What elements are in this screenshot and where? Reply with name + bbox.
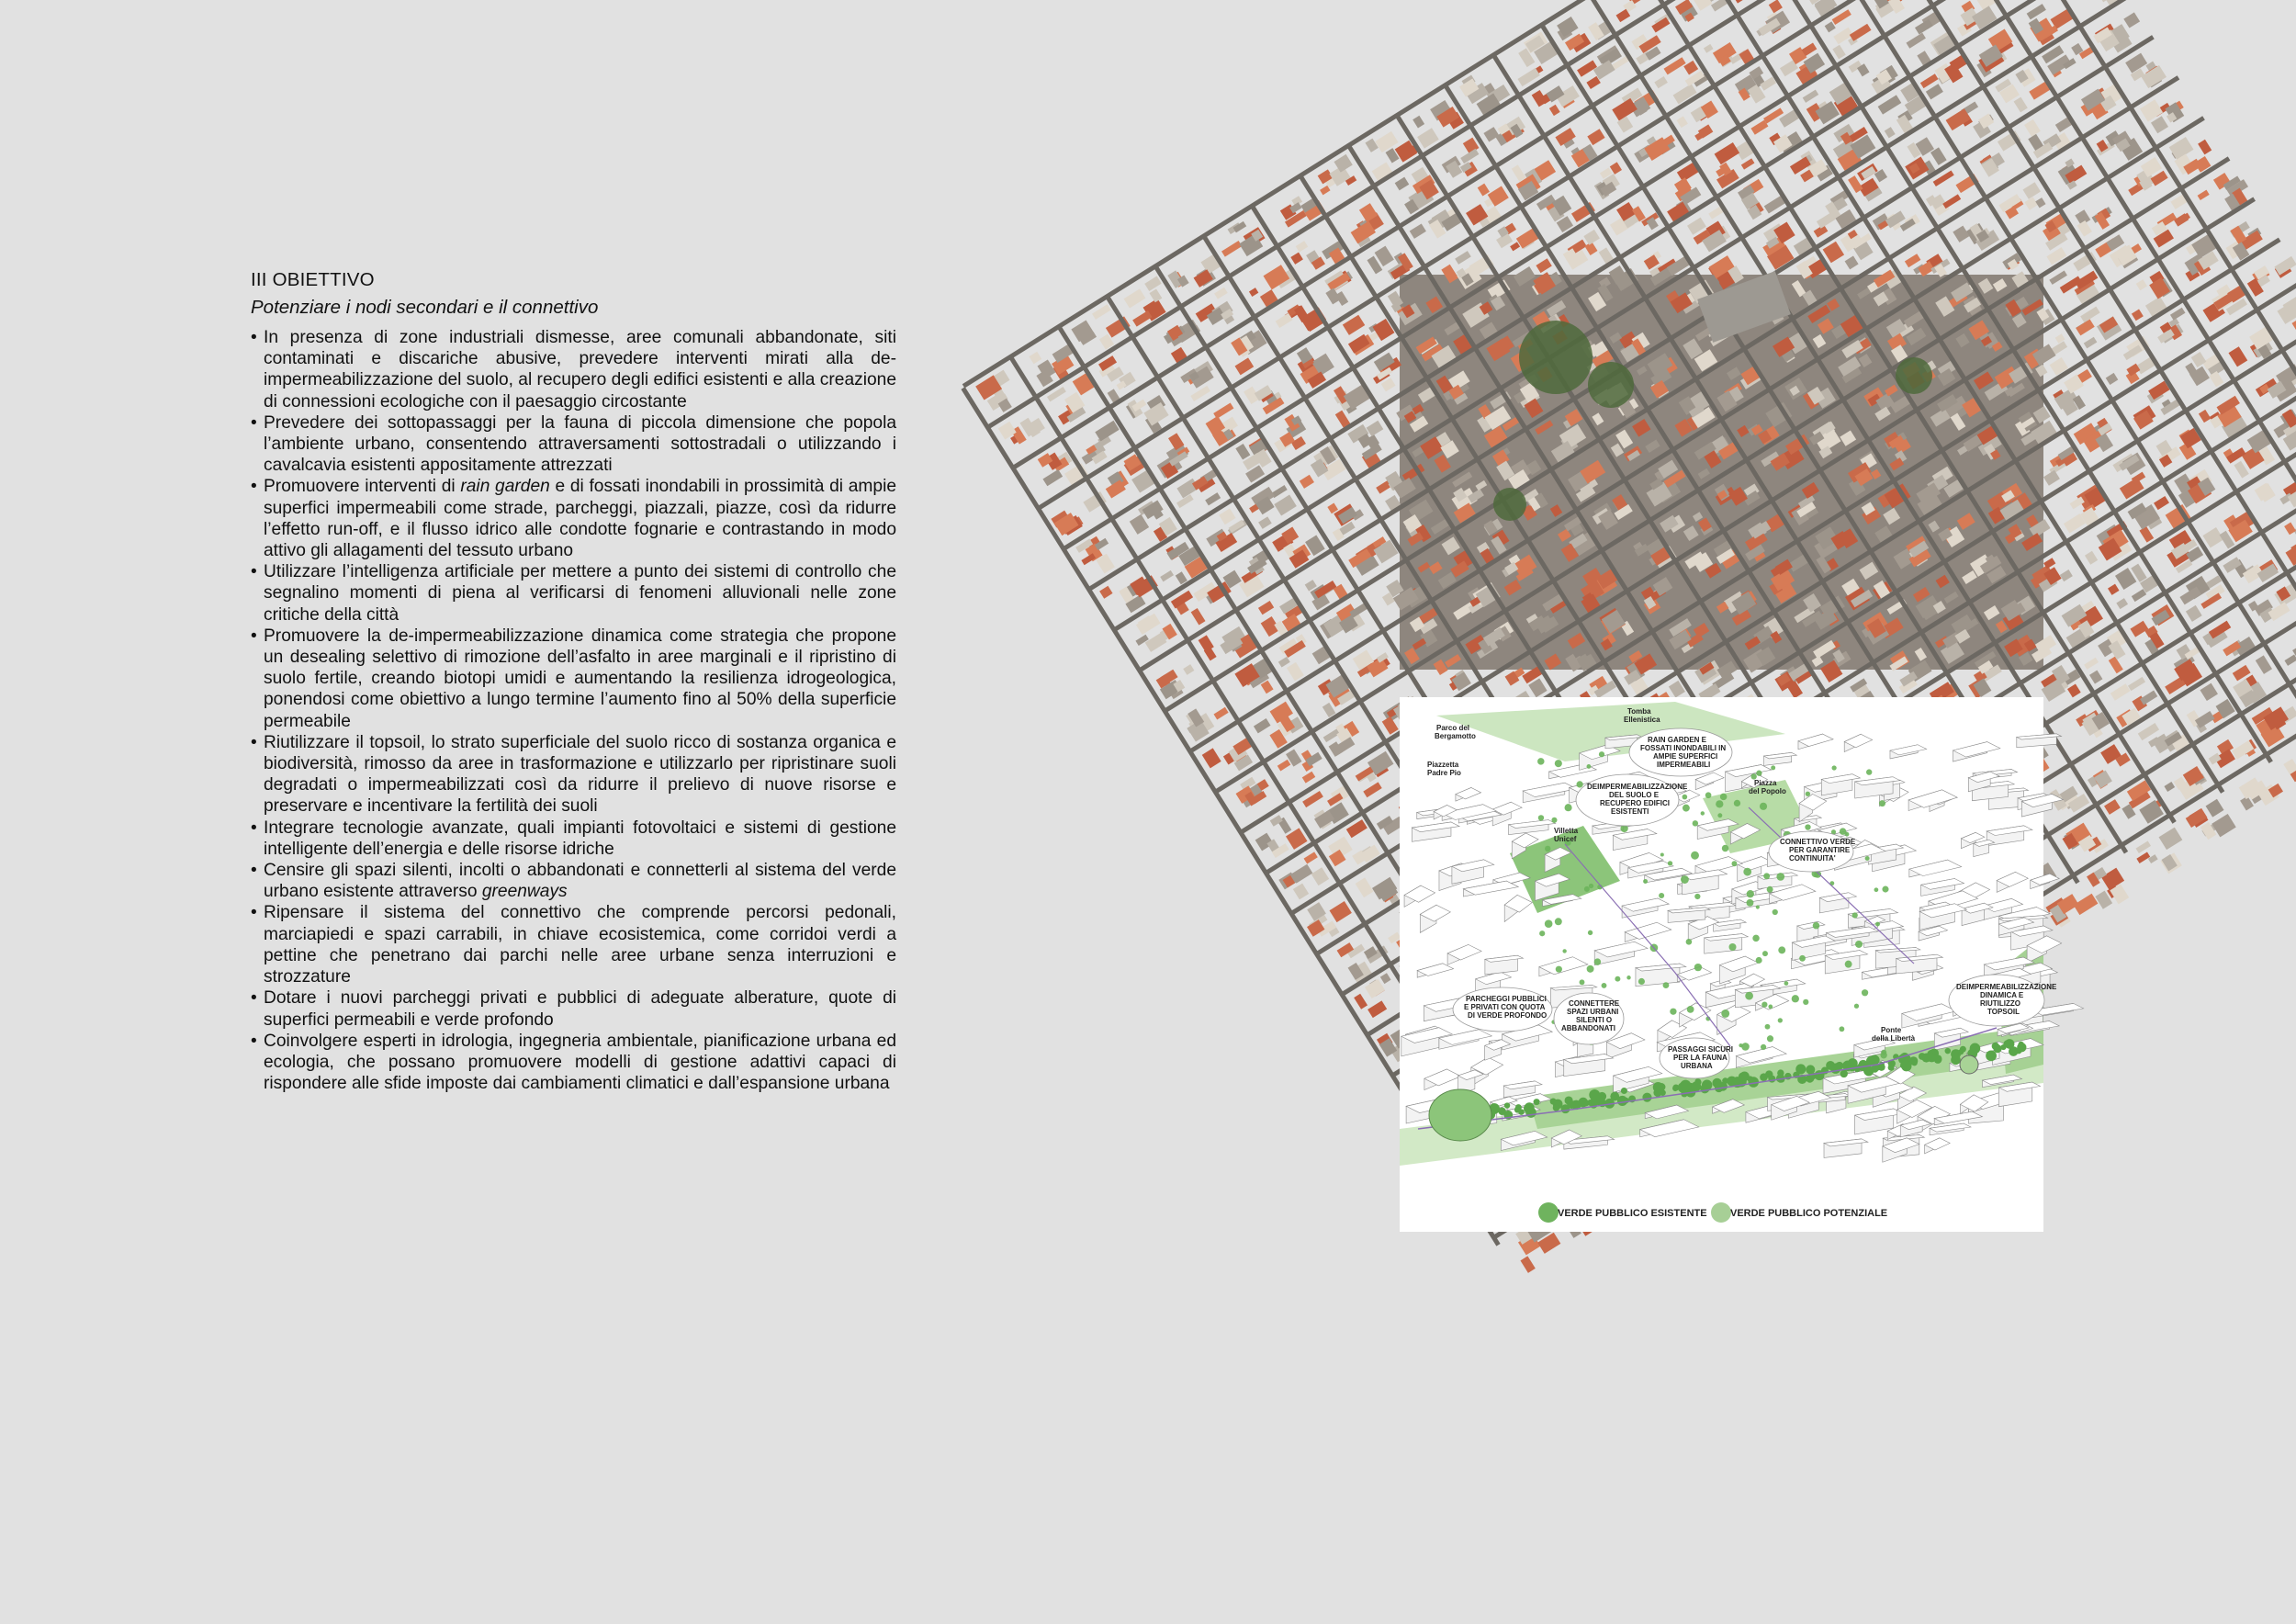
objective-bullet	[251, 626, 896, 732]
svg-text:PASSAGGI SICURI: PASSAGGI SICURI	[1668, 1045, 1733, 1054]
svg-text:Bergamotto: Bergamotto	[1435, 732, 1476, 740]
svg-text:Piazzetta: Piazzetta	[1427, 761, 1459, 769]
svg-text:Parco del: Parco del	[1436, 724, 1470, 732]
bullet-text: Ripensare il sistema del connettivo che comprende percorsi pedonali, marciapiedi e spazi carrabili, in chiave ecosistemica, come corridoi verdi a pettine che penetrano dai parchi nelle aree urbane senza interruzioni e strozzature	[264, 903, 896, 987]
svg-text:CONTINUITA': CONTINUITA'	[1789, 854, 1836, 863]
label-parcheggi	[1453, 987, 1552, 1032]
objective-bullet	[251, 860, 896, 902]
axonometric-map-illustration	[1400, 697, 2057, 1232]
legend-potential-swatch	[1711, 1202, 1731, 1223]
bullet-text: Promuovere la de-impermeabilizzazione dinamica come strategia che propone un desealing selettivo di rimozione dell’asfalto in aree marginali e il ripristino di suolo fertile, creando biotopi umidi e aumentando la resilienza idrogeologica, ponendosi come obiettivo a lungo termine l’aumento fino al 50% della superficie permeabile	[264, 626, 896, 731]
objective-bullet	[251, 476, 896, 561]
label-villetta	[1554, 827, 1579, 843]
svg-text:TOPSOIL: TOPSOIL	[1987, 1008, 2020, 1016]
label-connettere	[1554, 993, 1624, 1044]
svg-text:RAIN GARDEN E: RAIN GARDEN E	[1648, 736, 1707, 744]
svg-text:Unicef: Unicef	[1554, 835, 1577, 843]
objective-bullet	[251, 1031, 896, 1095]
objective-bullet	[251, 987, 896, 1030]
section-title: III OBIETTIVO	[251, 269, 375, 290]
aerial-photo-illustration	[1400, 275, 2043, 670]
aerial-city-photo	[1400, 275, 2043, 670]
svg-text:DINAMICA E: DINAMICA E	[1980, 991, 2024, 999]
bullet-text: Promuovere interventi di	[264, 477, 461, 497]
objective-bullet	[251, 732, 896, 818]
svg-text:PER GARANTIRE: PER GARANTIRE	[1789, 846, 1851, 854]
bullet-emphasis: rain garden	[460, 477, 550, 497]
bullet-text: Riutilizzare il topsoil, lo strato superficiale del suolo ricco di sostanza organica e biodiversità, rimosso da aree in trasformazione e utilizzarlo per ripristinare suoli degradati o impermeabilizzati così da ridurre il prelievo di nuove risorse e preservare e incentivare la fertilità dei suoli	[264, 732, 896, 817]
objective-bullet	[251, 818, 896, 860]
svg-text:SPAZI URBANI: SPAZI URBANI	[1567, 1008, 1619, 1016]
svg-text:CONNETTERE: CONNETTERE	[1569, 999, 1620, 1008]
bullet-text: Integrare tecnologie avanzate, quali impianti fotovoltaici e sistemi di gestione intelligente dell’energia e delle risorse idriche	[264, 818, 896, 859]
legend-potential-label: VERDE PUBBLICO POTENZIALE	[1730, 1208, 1888, 1219]
bullet-text: Prevedere dei sottopassaggi per la fauna di piccola dimensione che popola l’ambiente urbano, consentendo attraversamenti sottostradali o utilizzando i cavalcavia esistenti appositamente attrezzati	[264, 412, 896, 476]
svg-text:PER LA FAUNA: PER LA FAUNA	[1673, 1054, 1728, 1062]
svg-text:SILENTI O: SILENTI O	[1576, 1016, 1613, 1024]
objective-bullet	[251, 902, 896, 987]
svg-text:FOSSATI INONDABILI IN: FOSSATI INONDABILI IN	[1640, 744, 1727, 752]
section-subtitle: Potenziare i nodi secondari e il connettivo	[251, 297, 599, 318]
svg-text:CONNETTIVO VERDE: CONNETTIVO VERDE	[1780, 838, 1856, 846]
svg-text:AMPIE SUPERFICI: AMPIE SUPERFICI	[1653, 752, 1718, 761]
axonometric-green-map	[1400, 697, 2057, 1232]
svg-text:IMPERMEABILI: IMPERMEABILI	[1657, 761, 1711, 769]
svg-text:Villetta: Villetta	[1554, 827, 1579, 835]
label-piazzetta	[1427, 761, 1461, 777]
bullet-text: In presenza di zone industriali dismesse, aree comunali abbandonate, siti contaminati e discariche abusive, prevedere interventi mirati alla de-impermeabilizzazione del suolo, al recupero degli edifici esistenti e alla creazione di connessioni ecologiche con il paesaggio circostante	[264, 328, 896, 412]
objective-text-column	[251, 268, 896, 1094]
svg-text:della Libertà: della Libertà	[1872, 1034, 1916, 1043]
svg-text:RECUPERO EDIFICI: RECUPERO EDIFICI	[1600, 799, 1671, 807]
bullet-text: Coinvolgere esperti in idrologia, ingegneria ambientale, pianificazione urbana ed ecologia, che possano promuovere modelli di gestione adattivi capaci di rispondere alle sfide imposte dai cambiamenti climatici e dall’espansione urbana	[264, 1031, 896, 1094]
svg-text:Tomba: Tomba	[1627, 707, 1651, 716]
objective-bullet	[251, 561, 896, 626]
svg-text:RIUTILIZZO: RIUTILIZZO	[1980, 999, 2020, 1008]
bullet-text: Censire gli spazi silenti, incolti o abbandonati e connetterli al sistema del verde urbano esistente attraverso	[264, 861, 896, 902]
legend-existing-swatch	[1538, 1202, 1559, 1223]
svg-text:Ellenistica: Ellenistica	[1624, 716, 1660, 724]
svg-text:E PRIVATI CON QUOTA: E PRIVATI CON QUOTA	[1464, 1003, 1546, 1011]
legend-existing-label: VERDE PUBBLICO ESISTENTE	[1558, 1208, 1707, 1219]
bullet-text: Utilizzare l’intelligenza artificiale per mettere a punto dei sistemi di controllo che segnalino momenti di piena al verificarsi di fenomeni alluvionali nelle zone critiche della città	[264, 562, 896, 625]
objective-bullet	[251, 412, 896, 477]
svg-text:Ponte: Ponte	[1881, 1026, 1902, 1034]
svg-text:del Popolo: del Popolo	[1749, 787, 1786, 795]
label-rain-garden	[1629, 728, 1732, 776]
svg-text:DEIMPERMEABILIZZAZIONE: DEIMPERMEABILIZZAZIONE	[1956, 983, 2057, 991]
bullet-text: Dotare i nuovi parcheggi privati e pubblici di adeguate alberature, quote di superfici permeabili e verde profondo	[264, 988, 896, 1030]
svg-text:PARCHEGGI PUBBLICI: PARCHEGGI PUBBLICI	[1466, 995, 1547, 1003]
bullet-text: e di fossati inondabili in prossimità di ampie superfici impermeabili come strade, parcheggi, piazzali, piazze, così da ridurre l’effetto run-off, e il flusso idrico alle condotte fognarie e contrastando in modo attivo gli allagamenti del tessuto urbano	[264, 477, 897, 561]
svg-text:ABBANDONATI: ABBANDONATI	[1561, 1024, 1615, 1032]
svg-text:URBANA: URBANA	[1681, 1062, 1713, 1070]
objective-bullet	[251, 327, 896, 412]
svg-text:Padre Pio: Padre Pio	[1427, 769, 1461, 777]
svg-text:Piazza: Piazza	[1754, 779, 1777, 787]
objective-bullet-list	[251, 327, 896, 1094]
svg-text:DEL SUOLO E: DEL SUOLO E	[1609, 791, 1660, 799]
svg-text:ESISTENTI: ESISTENTI	[1611, 807, 1649, 816]
bullet-emphasis: greenways	[481, 882, 568, 902]
svg-text:DI VERDE PROFONDO: DI VERDE PROFONDO	[1468, 1011, 1548, 1020]
svg-text:DEIMPERMEABILIZZAZIONE: DEIMPERMEABILIZZAZIONE	[1587, 783, 1688, 791]
